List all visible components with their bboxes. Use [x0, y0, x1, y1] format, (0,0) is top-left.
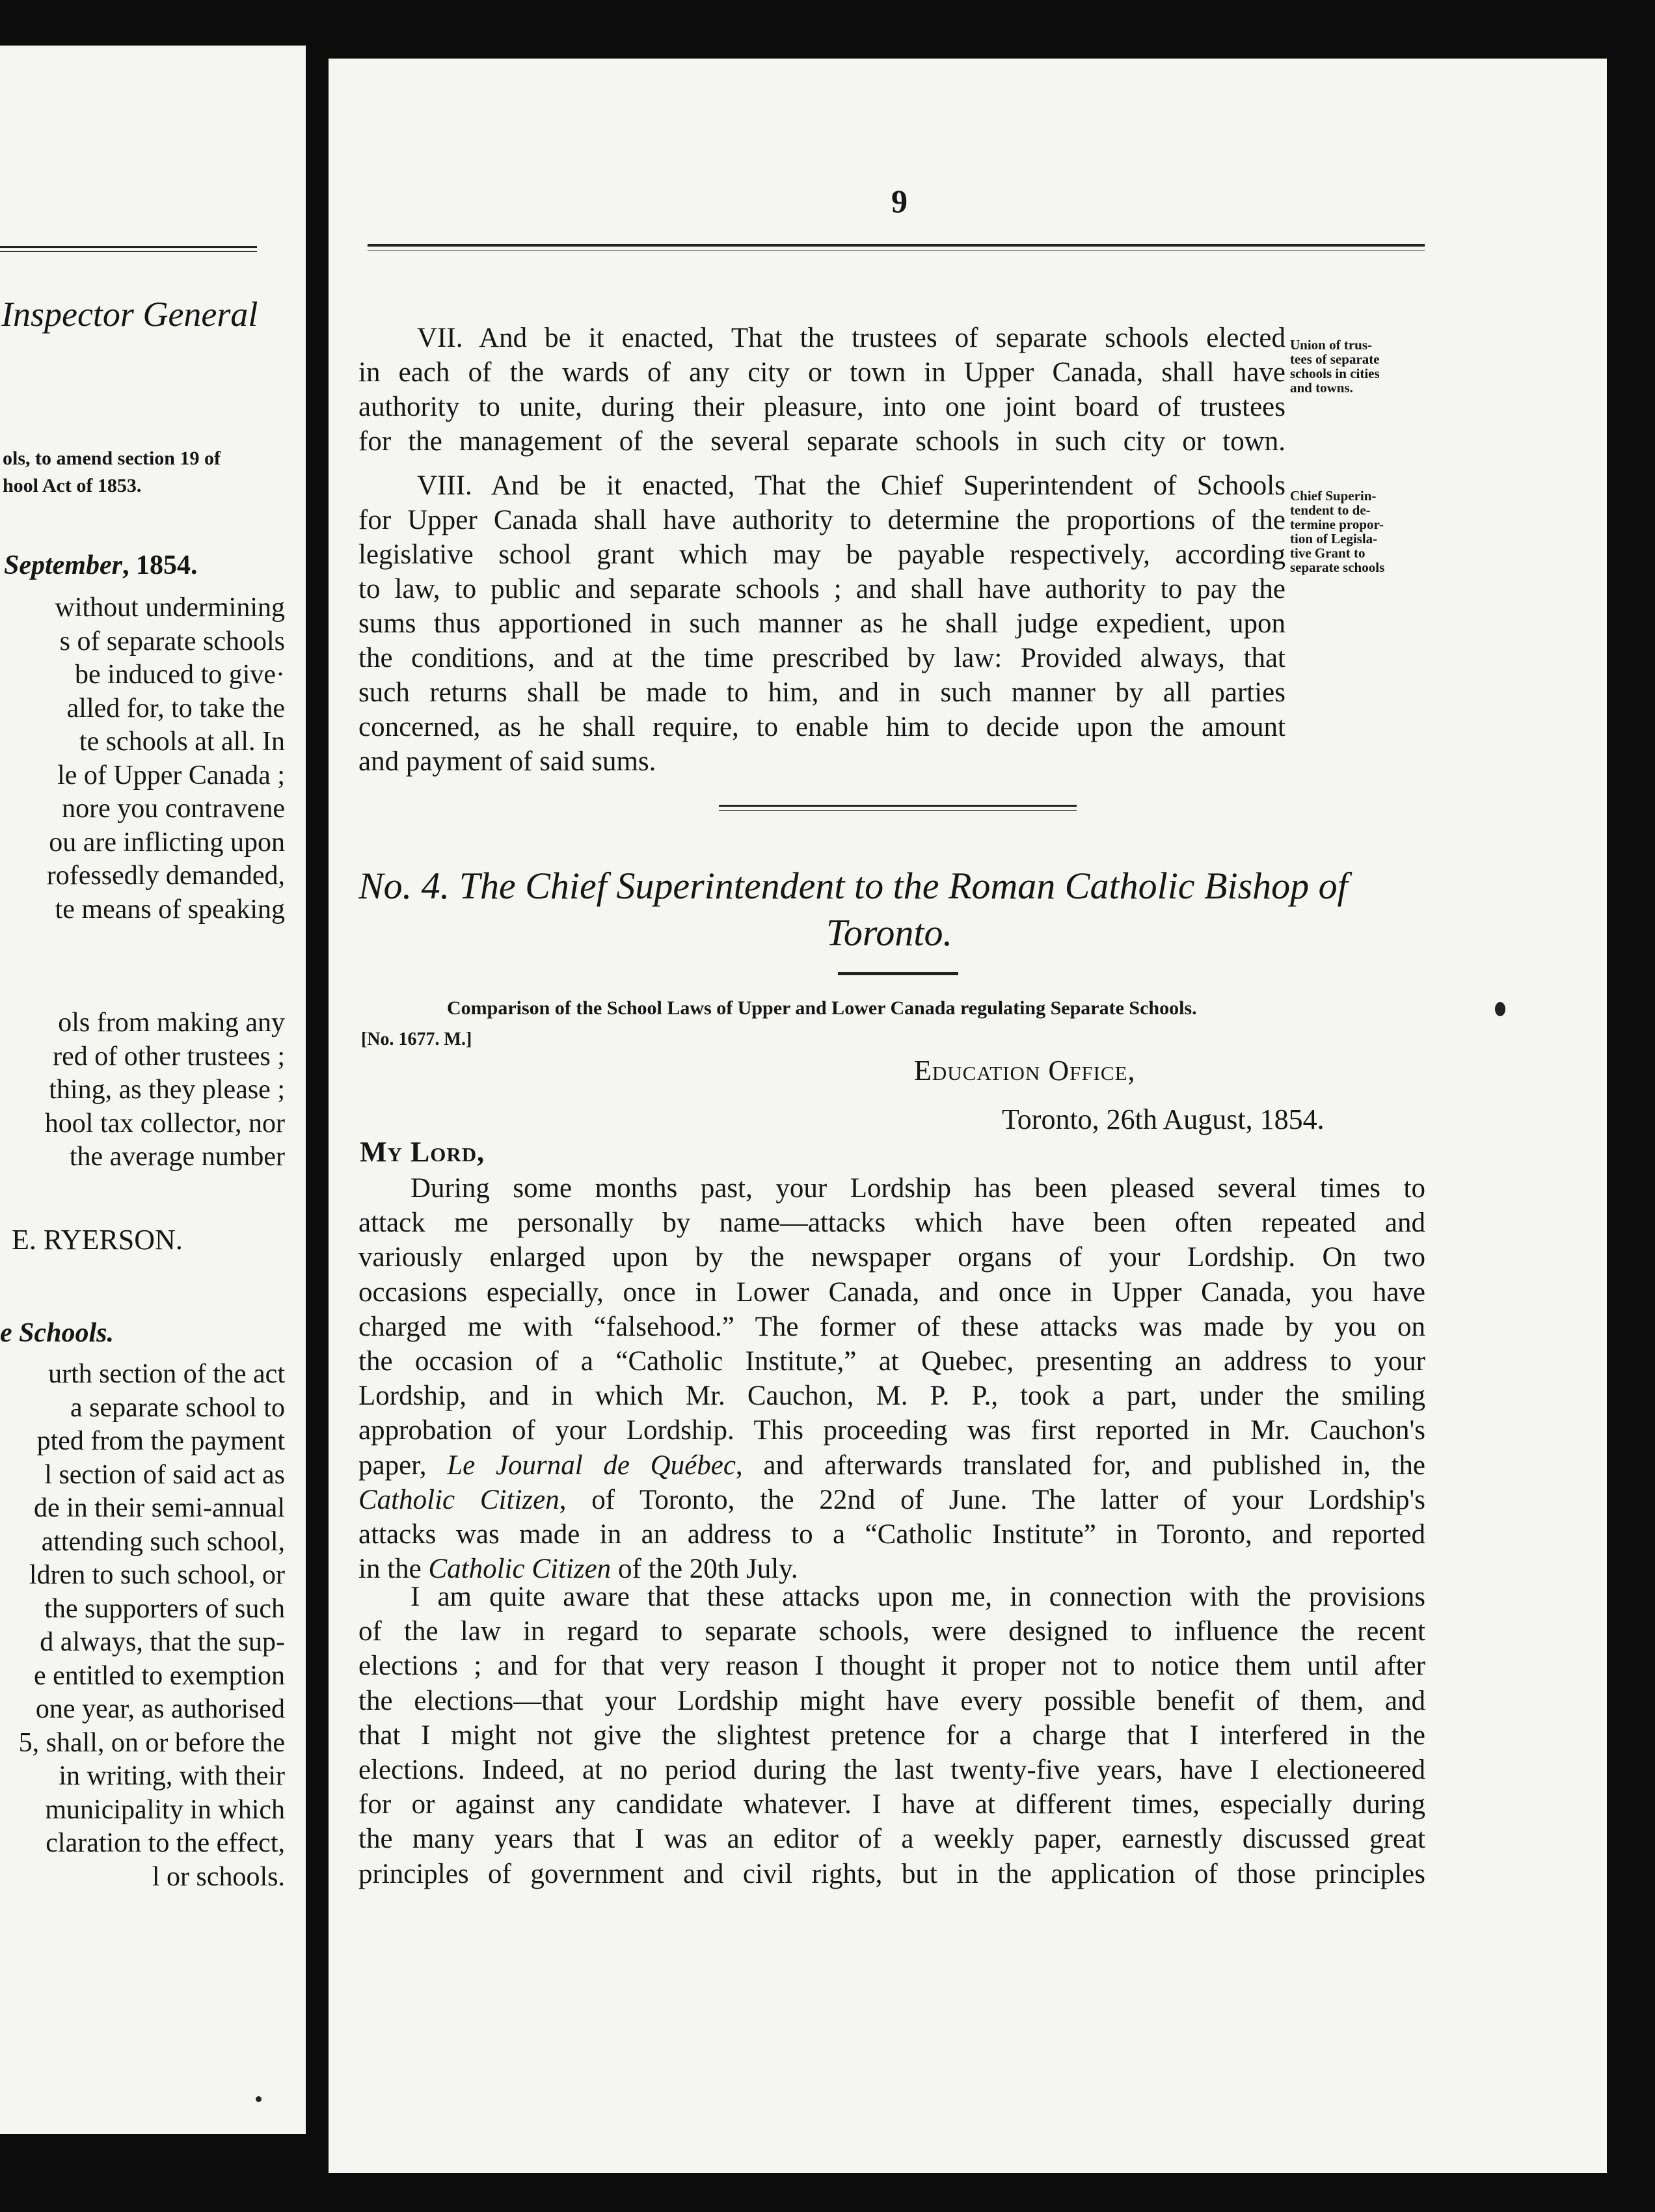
left-subtitle-line-1: ols, to amend section 19 of: [3, 448, 221, 469]
left-top-rule: [0, 246, 257, 248]
left-body-1-line: alled for, to take the: [66, 693, 285, 723]
margin-note-vii-line: schools in cities: [1290, 366, 1380, 381]
left-body-2-line: red of other trustees ;: [53, 1041, 285, 1072]
left-date-year: , 1854.: [122, 550, 198, 580]
paragraph-1-line: paper, Le Journal de Québec, and afterwards translated for, and published in, the: [358, 1450, 1425, 1481]
left-body-3-line: attending such school,: [41, 1526, 285, 1557]
section-divider: [719, 805, 1077, 807]
left-body-3-line: pted from the payment: [36, 1426, 285, 1456]
margin-note-vii-line: Union of trus-: [1290, 337, 1373, 353]
left-top-rule-thin: [0, 251, 257, 252]
document-reference: [No. 1677. M.]: [361, 1029, 472, 1049]
section-viii-line: for Upper Canada shall have authority to determine the proportions of the: [358, 505, 1285, 535]
left-body-3-line: the supporters of such: [44, 1593, 285, 1624]
left-body-3-line: l or schools.: [152, 1861, 285, 1892]
left-body-1-line: te schools at all. In: [79, 727, 285, 757]
left-subtitle-line-2: hool Act of 1853.: [3, 475, 142, 496]
margin-note-vii-line: tees of separate: [1290, 351, 1380, 367]
paragraph-1-line: occasions especially, once in Lower Canada, and once in Upper Canada, you have: [358, 1276, 1425, 1308]
office-address: Education Office,: [914, 1055, 1136, 1086]
margin-note-viii-line: termine propor-: [1290, 517, 1384, 532]
left-date-month: September: [4, 550, 122, 580]
paragraph-2-line: elections ; and for that very reason I thought it proper not to notice them until after: [358, 1651, 1425, 1682]
left-signature: E. RYERSON.: [12, 1224, 183, 1256]
paragraph-1-line: Catholic Citizen, of Toronto, the 22nd of June. The latter of your Lordship's: [358, 1484, 1425, 1515]
paragraph-1-line: During some months past, your Lordship has been pleased several times to: [410, 1173, 1425, 1204]
paragraph-1-line: charged me with “falsehood.” The former of these attacks was made by you on: [358, 1311, 1425, 1342]
paragraph-1-line: variously enlarged upon by the newspaper organs of your Lordship. On two: [358, 1242, 1425, 1273]
left-body-1-line: le of Upper Canada ;: [57, 760, 285, 790]
left-body-3-line: l section of said act as: [44, 1459, 285, 1490]
section-viii-line: sums thus apportioned in such manner as he shall judge expedient, upon: [358, 608, 1285, 639]
paragraph-1-line: the occasion of a “Catholic Institute,” at Quebec, presenting an address to your: [358, 1346, 1425, 1377]
salutation: My Lord,: [360, 1136, 485, 1168]
heading-underline: [838, 972, 958, 975]
section-viii-line: VIII. And be it enacted, That the Chief Superintendent of Schools: [417, 470, 1285, 501]
left-body-1-line: te means of speaking: [55, 894, 285, 924]
left-body-3-line: 5, shall, on or before the: [18, 1727, 285, 1758]
paragraph-2-line: the many years that I was an editor of a weekly paper, earnestly discussed great: [358, 1824, 1425, 1855]
paragraph-2-line: principles of government and civil rights, but in the application of those principles: [358, 1858, 1425, 1889]
paragraph-2-line: that I might not give the slightest pretence for a charge that I interfered in the: [358, 1720, 1425, 1751]
letter-heading-line-1: [358, 864, 1348, 908]
section-vii-line: authority to unite, during their pleasure, into one joint board of trustees: [358, 392, 1285, 422]
top-rule-thick: [368, 244, 1425, 247]
left-body-2-line: ols from making any: [58, 1008, 285, 1038]
paragraph-1-line: approbation of your Lordship. This proceeding was first reported in Mr. Cauchon's: [358, 1415, 1425, 1446]
left-body-3-line: urth section of the act: [48, 1359, 285, 1389]
left-body-1-line: ou are inflicting upon: [49, 827, 285, 857]
left-body-1-line: without undermining: [55, 593, 285, 623]
left-body-3-line: a separate school to: [70, 1392, 285, 1423]
section-vii-line: VII. And be it enacted, That the trustees of separate schools elected: [417, 323, 1285, 353]
left-body-3-line: ldren to such school, or: [29, 1560, 285, 1590]
paragraph-1-line: attacks was made in an address to a “Catholic Institute” in Toronto, and reported: [358, 1519, 1425, 1550]
margin-note-viii-line: Chief Superin-: [1290, 488, 1377, 504]
margin-note-viii-line: tion of Legisla-: [1290, 531, 1378, 546]
left-ink-spot: [256, 2096, 262, 2102]
paragraph-2-line: I am quite aware that these attacks upon me, in connection with the provisions: [410, 1582, 1425, 1612]
left-page-fragment: [0, 46, 306, 2134]
left-section-heading: e Schools.: [0, 1318, 114, 1348]
letter-heading-line-2: Toronto.: [826, 911, 952, 954]
margin-note-viii-line: tive Grant to: [1290, 545, 1366, 561]
left-body-1-line: s of separate schools: [59, 626, 285, 656]
letter-heading-title: The Chief Superintendent to the Roman Catholic Bishop of: [459, 865, 1348, 907]
paragraph-1-line: in the Catholic Citizen of the 20th July.: [358, 1554, 798, 1585]
section-viii-line: and payment of said sums.: [358, 746, 656, 777]
left-body-3-line: d always, that the sup-: [40, 1627, 285, 1657]
comparison-caption: Comparison of the School Laws of Upper and Lower Canada regulating Separate Schools.: [447, 997, 1197, 1019]
paragraph-1-line: Lordship, and in which Mr. Cauchon, M. P. P., took a part, under the smiling: [358, 1381, 1425, 1412]
section-vii-line: for the management of the several separate schools in such city or town.: [358, 426, 1285, 457]
left-heading: Inspector General: [1, 295, 258, 334]
letter-date: Toronto, 26th August, 1854.: [1002, 1103, 1325, 1135]
section-viii-line: the conditions, and at the time prescribed by law: Provided always, that: [358, 643, 1285, 673]
paragraph-1-line: attack me personally by name—attacks which have been often repeated and: [358, 1207, 1425, 1239]
left-body-1-line: be induced to give·: [74, 660, 285, 690]
left-body-1-line: rofessedly demanded,: [46, 861, 285, 891]
page-number: 9: [891, 183, 908, 219]
left-body-3-line: de in their semi-annual: [33, 1493, 285, 1523]
section-viii-line: concerned, as he shall require, to enable him to decide upon the amount: [358, 712, 1285, 742]
left-body-2-line: the average number: [69, 1142, 285, 1172]
paragraph-2-line: for or against any candidate whatever. I have at different times, especially during: [358, 1789, 1425, 1820]
left-date: [4, 550, 197, 581]
section-viii-line: to law, to public and separate schools ; and shall have authority to pay the: [358, 574, 1285, 604]
margin-ink-spot: [1495, 1002, 1505, 1016]
left-body-3-line: claration to the effect,: [46, 1828, 285, 1858]
left-body-2-line: thing, as they please ;: [49, 1075, 285, 1105]
margin-note-vii-line: and towns.: [1290, 380, 1353, 396]
page-9: [329, 59, 1607, 2173]
paragraph-2-line: of the law in regard to separate schools, were designed to influence the recent: [358, 1616, 1425, 1647]
margin-note-viii-line: tendent to de-: [1290, 502, 1371, 518]
left-body-1-line: nore you contravene: [62, 794, 285, 824]
letter-number: No. 4.: [358, 865, 450, 907]
paragraph-2-line: elections. Indeed, at no period during the last twenty-five years, have I electioneered: [358, 1755, 1425, 1785]
section-divider-thin: [719, 810, 1077, 811]
paragraph-2-line: the elections—that your Lordship might have every possible benefit of them, and: [358, 1685, 1425, 1716]
section-viii-line: such returns shall be made to him, and in such manner by all parties: [358, 677, 1285, 708]
section-vii-line: in each of the wards of any city or town in Upper Canada, shall have: [358, 357, 1285, 388]
section-viii-line: legislative school grant which may be payable respectively, according: [358, 539, 1285, 570]
margin-note-viii-line: separate schools: [1290, 560, 1385, 575]
left-body-3-line: one year, as authorised: [35, 1694, 285, 1724]
left-body-3-line: e entitled to exemption: [33, 1660, 285, 1691]
left-body-3-line: in writing, with their: [59, 1761, 285, 1791]
left-body-3-line: municipality in which: [45, 1794, 285, 1825]
left-body-2-line: hool tax collector, nor: [44, 1108, 285, 1139]
